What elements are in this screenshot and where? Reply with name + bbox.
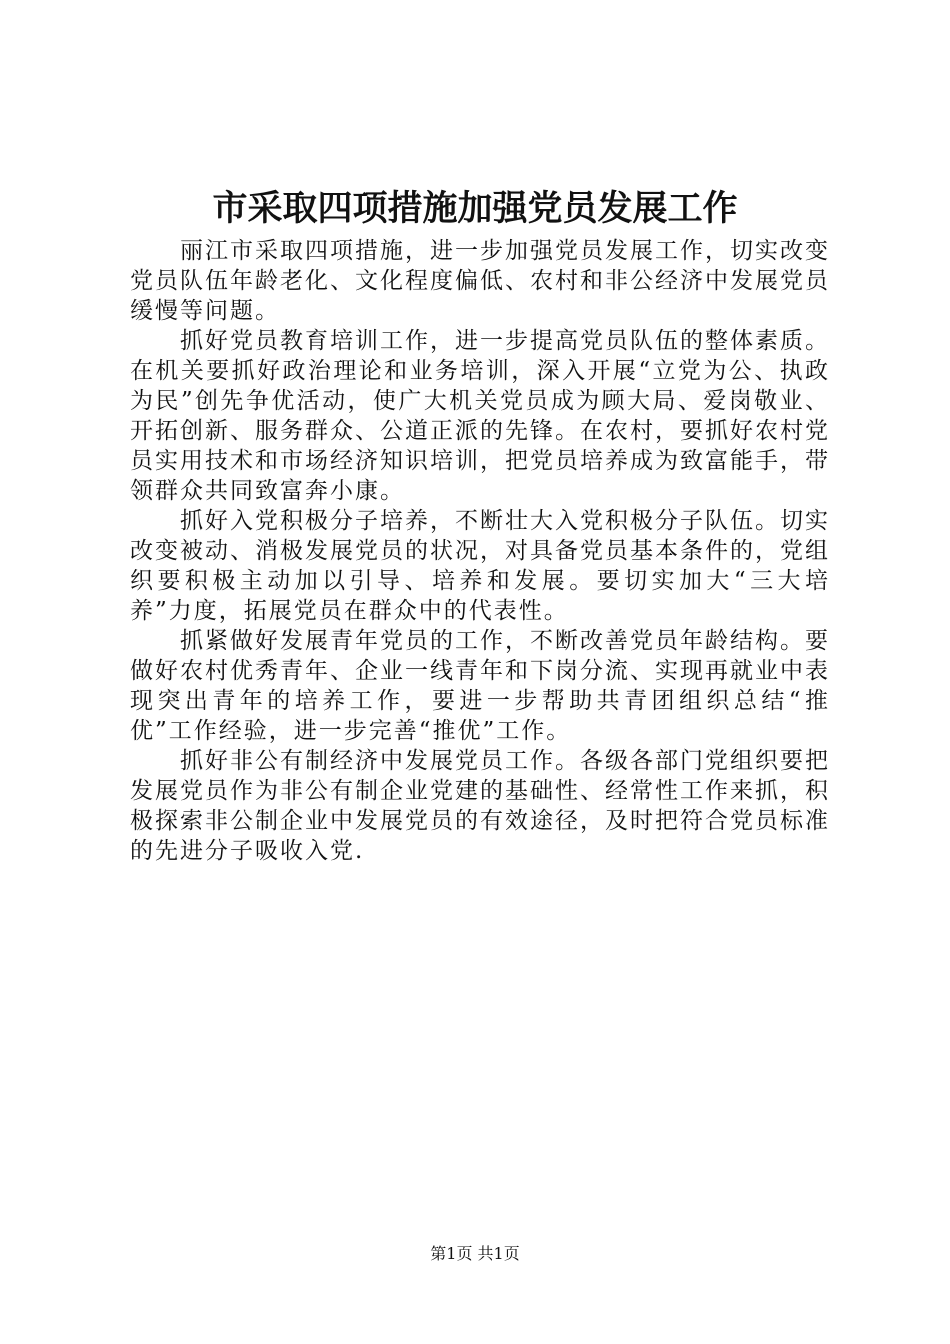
paragraph: 丽江市采取四项措施，进一步加强党员发展工作，切实改变党员队伍年龄老化、文化程度偏低、农村和非公经济中发展党员缓慢等问题。 <box>130 238 830 324</box>
paragraph: 抓好党员教育培训工作，进一步提高党员队伍的整体素质。在机关要抓好政治理论和业务培训，深入开展“立党为公、执政为民”创先争优活动，使广大机关党员成为顾大局、爱岗敬业、开拓创新、服务群众、公道正派的先锋。在农村，要抓好农村党员实用技术和市场经济知识培训，把党员培养成为致富能手，带领群众共同致富奔小康。 <box>130 328 830 504</box>
paragraph: 抓好入党积极分子培养，不断壮大入党积极分子队伍。切实改变被动、消极发展党员的状况，对具备党员基本条件的，党组织要积极主动加以引导、培养和发展。要切实加大“三大培养”力度，拓展党员在群众中的代表性。 <box>130 508 830 624</box>
document-body <box>130 236 830 866</box>
document-title: 市采取四项措施加强党员发展工作 <box>212 188 738 229</box>
paragraph: 抓紧做好发展青年党员的工作，不断改善党员年龄结构。要做好农村优秀青年、企业一线青年和下岗分流、实现再就业中表现突出青年的培养工作，要进一步帮助共青团组织总结“推优”工作经验，进一步完善“推优”工作。 <box>130 628 830 744</box>
paragraph: 抓好非公有制经济中发展党员工作。各级各部门党组织要把发展党员作为非公有制企业党建的基础性、经常性工作来抓，积极探索非公制企业中发展党员的有效途径，及时把符合党员标准的先进分子吸收入党. <box>130 748 830 864</box>
page-number-footer: 第1页 共1页 <box>430 1244 520 1263</box>
